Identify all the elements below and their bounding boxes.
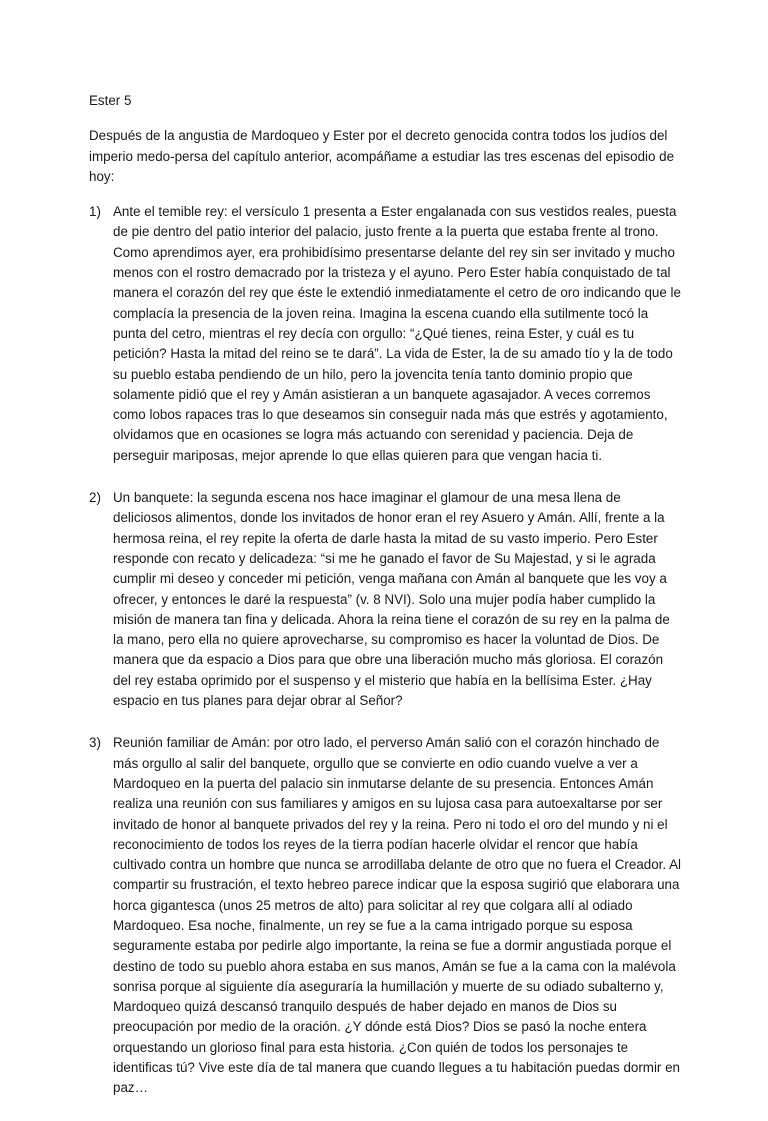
- list-item-text: Ante el temible rey: el versículo 1 presenta a Ester engalanada con sus vestidos reales, puesta de pie dentro del patio interior del palacio, justo frente a la puerta que estaba frente al trono. Como aprendimos ayer, era prohibidísimo presentarse delante del rey sin ser invitado y mucho menos con el rostro demacrado por la tristeza y el ayuno. Pero Ester había conquistado de tal manera el corazón del rey que éste le extendió inmediatamente el cetro de oro indicando que le complacía la presencia de la joven reina. Imagina la escena cuando ella sutilmente tocó la punta del cetro, mientras el rey decía con orgullo: “¿Qué tienes, reina Ester, y cuál es tu petición? Hasta la mitad del reino se te dará”. La vida de Ester, la de su amado tío y la de todo su pueblo estaba pendiendo de un hilo, pero la jovencita tenía tanto dominio propio que solamente pidió que el rey y Amán asistieran a un banquete agasajador. A veces corremos como lobos rapaces tras lo que deseamos sin conseguir nada más que estrés y agotamiento, olvidamos que en ocasiones se logra más actuando con serenidad y paciencia. Deja de perseguir mariposas, mejor aprende lo que ellas quieren para que vengan hacia ti.: [113, 204, 681, 463]
- list-item: [89, 488, 681, 711]
- list-item: [89, 733, 681, 1098]
- intro-paragraph: Después de la angustia de Mardoqueo y Ester por el decreto genocida contra todos los judíos del imperio medo-persa del capítulo anterior, acompáñame a estudiar las tres escenas del episodio de hoy:: [89, 128, 675, 184]
- list-item-text: Un banquete: la segunda escena nos hace imaginar el glamour de una mesa llena de deliciosos alimentos, donde los invitados de honor eran el rey Asuero y Amán. Allí, frente a la hermosa reina, el rey repite la oferta de darle hasta la mitad de su vasto imperio. Pero Ester responde con recato y delicadeza: “si me he ganado el favor de Su Majestad, y si le agrada cumplir mi deseo y conceder mi petición, venga mañana con Amán al banquete que les voy a ofrecer, y entonces le daré la respuesta” (v. 8 NVI). Solo una mujer podía haber cumplido la misión de manera tan fina y delicada. Ahora la reina tiene el corazón de su rey en la palma de la mano, pero ella no quiere aprovecharse, su compromiso es hacer la voluntad de Dios. De manera que da espacio a Dios para que obre una liberación mucho más gloriosa. El corazón del rey estaba oprimido por el suspenso y el misterio que había en la bellísima Ester. ¿Hay espacio en tus planes para dejar obrar al Señor?: [113, 490, 670, 709]
- list-item-text: Reunión familiar de Amán: por otro lado, el perverso Amán salió con el corazón hinchado de más orgullo al salir del banquete, orgullo que se convierte en odio cuando vuelve a ver a Mardoqueo en la puerta del palacio sin inmutarse delante de su presencia. Entonces Amán realiza una reunión con sus familiares y amigos en su lujosa casa para autoexaltarse por ser invitado de honor al banquete privados del rey y la reina. Pero ni todo el oro del mundo y ni el reconocimiento de todos los reyes de la tierra podían hacerle olvidar el rencor que había cultivado contra un hombre que nunca se arrodillaba delante de otro que no fuera el Creador. Al compartir su frustración, el texto hebreo parece indicar que la esposa sugirió que elaborara una horca gigantesca (unos 25 metros de alto) para solicitar al rey que colgara allí al odiado Mardoqueo. Esa noche, finalmente, un rey se fue a la cama intrigado porque su esposa seguramente estaba por pedirle algo importante, la reina se fue a dormir angustiada porque el destino de todo su pueblo ahora estaba en sus manos, Amán se fue a la cama con la malévola sonrisa porque al siguiente día aseguraría la humillación y muerte de su odiado subalterno y, Mardoqueo quizá descansó tranquilo después de haber dejado en manos de Dios su preocupación por medio de la oración. ¿Y dónde está Dios? Dios se pasó la noche entera orquestando un glorioso final para esta historia. ¿Con quién de todos los personajes te identificas tú? Vive este día de tal manera que cuando llegues a tu habitación puedas dormir en paz…: [113, 735, 681, 1096]
- list-item-number: 3): [89, 735, 101, 751]
- document-page: [89, 91, 681, 1121]
- list-item-number: 2): [89, 490, 101, 506]
- list-item: [89, 202, 681, 466]
- list-item-number: 1): [89, 204, 101, 220]
- document-title: Ester 5: [89, 93, 132, 108]
